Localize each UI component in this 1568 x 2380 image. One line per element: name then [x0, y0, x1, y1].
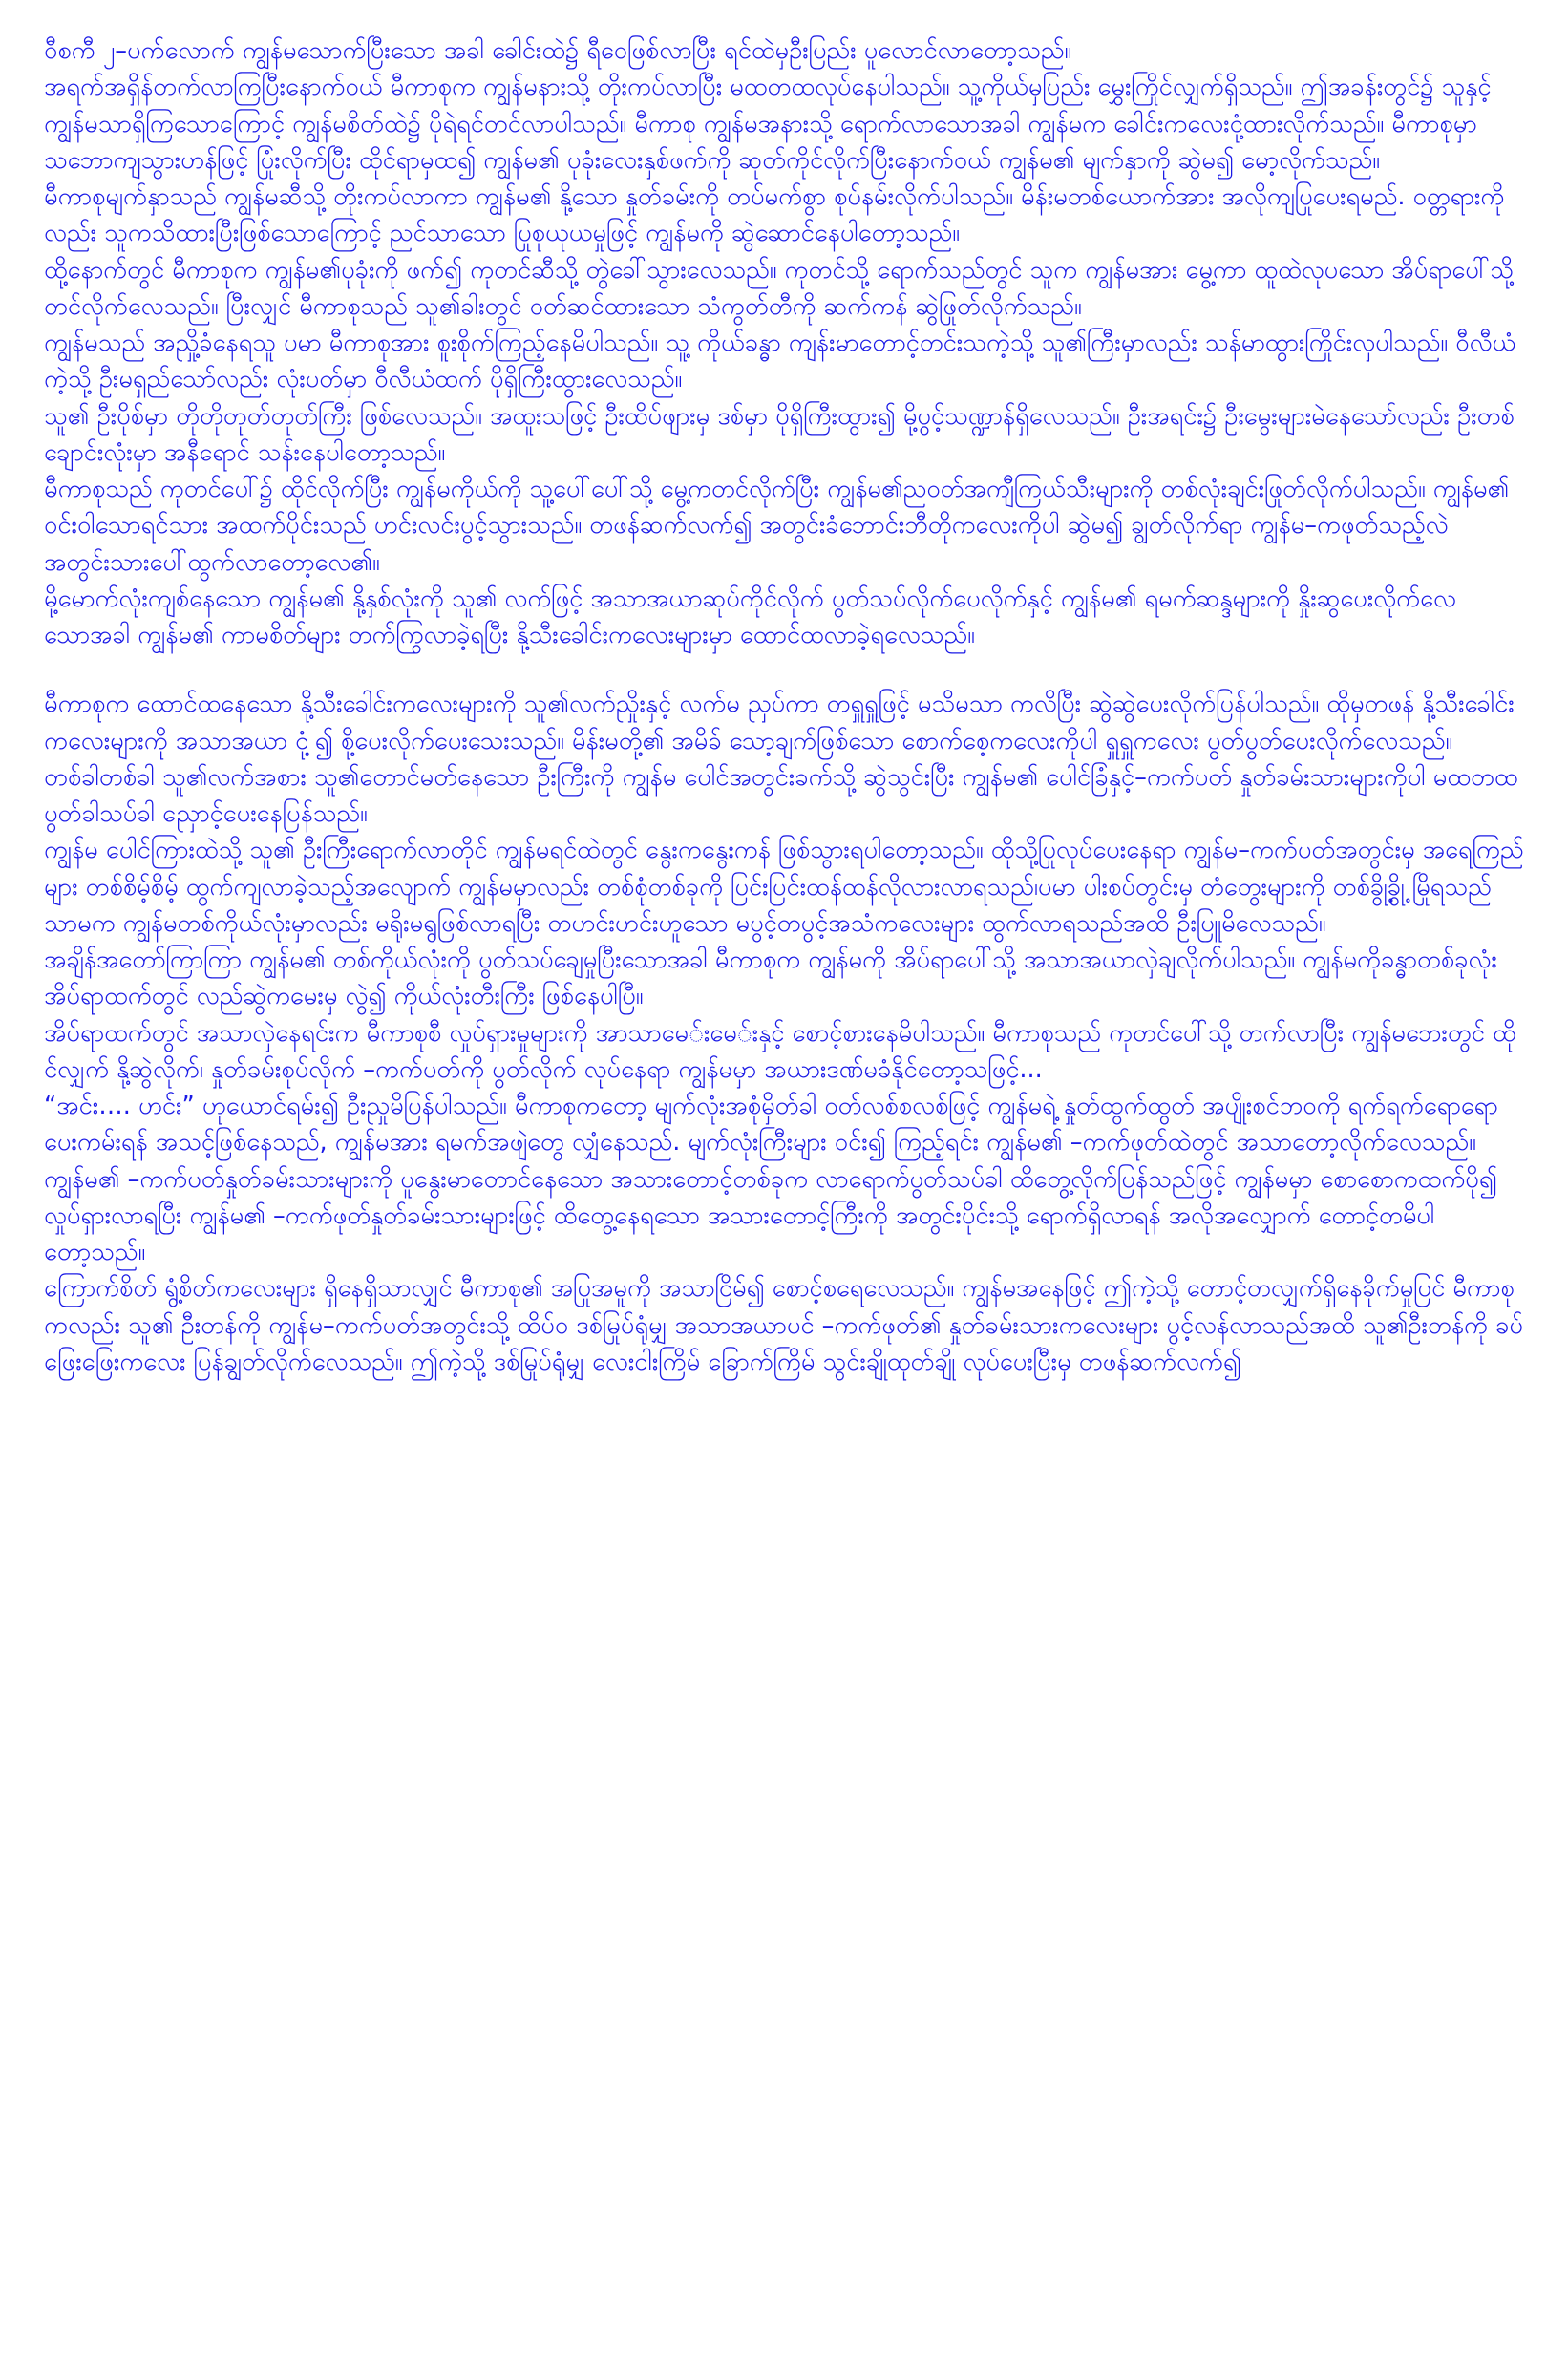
paragraph: “အင်း…. ဟင်း” ဟုယောင်ရမ်း၍ ဦးညှုမိပြန်ပါသည်။ မီကာစုကတော့ မျက်လုံးအစုံမှိတ်ခါ ဝတ်လစ်စလစ်ဖြင့် ကျွန်မရဲ့ နှုတ်ထွက်ထွတ် အပျိုးစင်ဘဝကို ရက်ရက်ရောရော ပေးကမ်းရန် အသင့်ဖြစ်နေသည်, ကျွန်မအား ရမက်အဖျဲတွေ လျှံနေသည်. မျက်လုံးကြီးများ ဝင်း၍ ကြည့်ရင်း ကျွန်မ၏ –ကက်ဖုတ်ထဲတွင် အသာတော့လိုက်လေသည်။ ကျွန်မ၏ –ကက်ပတ်နှုတ်ခမ်းသားများကို ပူနွေးမာတောင်နေသော အသားတောင့်တစ်ခုက လာရောက်ပွတ်သပ်ခါ ထိတွေ့လိုက်ပြန်သည်ဖြင့် ကျွန်မမှာ စောစောကထက်ပို၍ လှုပ်ရှားလာရပြီး ကျွန်မ၏ –ကက်ဖုတ်နှုတ်ခမ်းသားများဖြင့် ထိတွေ့နေရသော အသားတောင့်ကြီးကို အတွင်းပိုင်းသို့ ရောက်ရှိလာရန် အလိုအလျှောက် တောင့်တမိပါတော့သည်။ [44, 1092, 1506, 1266]
paragraph-spacer [44, 653, 1524, 686]
paragraph: ကျွန်မ ပေါင်ကြားထဲသို့ သူ၏ ဦးကြီးရောက်လာတိုင် ကျွန်မရင်ထဲတွင် နွေးကနွေးကန် ဖြစ်သွားရပါတော့သည်။ ထိုသို့ပြုလုပ်ပေးနေရာ ကျွန်မ–ကက်ပတ်အတွင်းမှ အရေကြည်များ တစ်စိမ့်စိမ့် ထွက်ကျလာခဲ့သည့်အလျောက် ကျွန်မမှာလည်း တစ်စုံတစ်ခုကို ပြင်းပြင်းထန်ထန်လိုလားလာရသည်၊ပမာ ပါးစပ်တွင်းမှ တံတွေးများကို တစ်ခွို့ခွို့ မြိုရသည်သာမက ကျွန်မတစ်ကိုယ်လုံးမှာလည်း မရိုးမရွဖြစ်လာရပြီး တဟင်းဟင်းဟူသော မပွင့်တပွင့်အသံကလေးများ ထွက်လာရသည်အထိ ဦးပြူမိလေသည်။ [44, 836, 1524, 938]
paragraph: မို့မောက်လုံးကျစ်နေသော ကျွန်မ၏ နို့နှစ်လုံးကို သူ၏ လက်ဖြင့် အသာအယာဆုပ်ကိုင်လိုက် ပွတ်သပ်လိုက်ပေလိုက်နှင့် ကျွန်မ၏ ရမက်ဆန္ဒများကို နှိုးဆွပေးလိုက်လေသောအခါ ကျွန်မ၏ ကာမစိတ်များ တက်ကြွလာခဲ့ရပြီး နို့သီးခေါင်းကလေးများမှာ ထောင်ထလာခဲ့ရလေသည်။ [44, 584, 1456, 649]
paragraph: အချိန်အတော်ကြာကြာ ကျွန်မ၏ တစ်ကိုယ်လုံးကို ပွတ်သပ်ချေမှုပြီးသောအခါ မီကာစုက ကျွန်မကို အိပ်ရာပေါ်သို့ အသာအယာလှဲချလိုက်ပါသည်။ ကျွန်မကိုခန္ဓာတစ်ခုလုံး အိပ်ရာထက်တွင် လည်ဆွဲကမေးမှ လွဲ၍ ကိုယ်လုံးတီးကြီး ဖြစ်နေပါပြီ။ [44, 946, 1505, 1011]
paragraph: ထို့နောက်တွင် မီကာစုက ကျွန်မ၏ပုခုံးကို ဖက်၍ ကုတင်ဆီသို့ တွဲခေါ်သွားလေသည်။ ကုတင်သို့ ရောက်သည်တွင် သူက ကျွန်မအား မွေ့ကာ ထူထဲလုပသော အိပ်ရာပေါ်သို့တင်လိုက်လေသည်။ ပြီးလျှင် မီကာစုသည် သူ၏ခါးတွင် ဝတ်ဆင်ထားသော သံကွတ်တီကို ဆက်ကန် ဆွဲဖြုတ်လိုက်သည်။ [44, 255, 1514, 321]
paragraph: အိပ်ရာထက်တွင် အသာလှဲနေရင်းက မီကာစုစီ လှုပ်ရှားမှုများကို အာသာမေ်းမေ်းနှင့် စောင့်စားနေမိပါသည်။ မီကာစုသည် ကုတင်ပေါ်သို့ တက်လာပြီး ကျွန်မဘေးတွင် ထိုင်လျှက် နို့ဆွဲလိုက်၊ နှုတ်ခမ်းစုပ်လိုက် –ကက်ပတ်ကို ပွတ်လိုက် လုပ်နေရာ ကျွန်မမှာ အယားဒဏ်မခံနိုင်တော့သဖြင့်... [44, 1018, 1516, 1084]
paragraph: ကြောက်စိတ် ရွံ့စိတ်ကလေးများ ရှိနေရှိသာလျှင် မီကာစု၏ အပြုအမူကို အသာငြိမ်၍ စောင့်စရေလေသည်။ ကျွန်မအနေဖြင့် ဤကဲ့သို့ တောင့်တလျှက်ရှိနေခိုက်မှုပြင် မီကာစုကလည်း သူ၏ ဦးတန်ကို ကျွန်မ–ကက်ပတ်အတွင်းသို့ ထိပ်ဝ ဒစ်မြုပ်ရုံမျှ အသာအယာပင် –ကက်ဖုတ်၏ နှုတ်ခမ်းသားကလေးများ ပွင့်လန်လာသည်အထိ သူ၏ဦးတန်ကို ခပ်ဖြေးဖြေးကလေး ပြန်ချွတ်လိုက်လေသည်။ ဤကဲ့သို့ ဒစ်မြုပ်ရုံမျှ လေးငါးကြိမ် ခြောက်ကြိမ် သွင်းချိုထုတ်ချို လုပ်ပေးပြီးမှ တဖန်ဆက်လက်၍ [44, 1274, 1523, 1376]
paragraph: မီကာစုက ထောင်ထနေသော နို့သီးခေါင်းကလေးများကို သူ၏လက်ညှိုးနှင့် လက်မ ညှပ်ကာ တရှူရှူဖြင့် မသိမသာ ကလိပြီး ဆွဲဆွဲပေးလိုက်ပြန်ပါသည်။ ထိုမှတဖန် နို့သီးခေါင်းကလေးများကို အသာအယာ ငုံ့၍ စို့ပေးလိုက်ပေးသေးသည်။ မိန်းမတို့၏ အမိခ် သော့ချက်ဖြစ်သော စောက်စေ့ကလေးကိုပါ ရှူရှူကလေး ပွတ်ပွတ်ပေးလိုက်လေသည်။ [44, 690, 1515, 755]
paragraph: မီကာစုမျက်နှာသည် ကျွန်မဆီသို့ တိုးကပ်လာကာ ကျွန်မ၏ နို့သော နှုတ်ခမ်းကို တပ်မက်စွာ စုပ်နမ်းလိုက်ပါသည်။ မိန်းမတစ်ယောက်အား အလိုကျပြုပေးရမည်. ဝတ္တရားကိုလည်း သူကသိထားပြီးဖြစ်သောကြောင့် ညင်သာသော ပြုစုယုယမှုဖြင့် ကျွန်မကို ဆွဲဆောင်နေပါတော့သည်။ [44, 182, 1505, 248]
document-body [44, 32, 1524, 1380]
paragraph: အရက်အရှိန်တက်လာကြပြီးနောက်ဝယ် မီကာစုက ကျွန်မနားသို့ တိုးကပ်လာပြီး မထတထလုပ်နေပါသည်။ သူ့ကိုယ်မှပြည်း မွှေးကြိုင်လျှက်ရှိသည်။ ဤအခန်းတွင်၌ သူနှင့်ကျွန်မသာရှိကြသောကြောင့် ကျွန်မစိတ်ထဲ၌ ပိုရဲရင်တင်လာပါသည်။ မီကာစု ကျွန်မအနားသို့ ရောက်လာသောအခါ ကျွန်မက ခေါင်းကလေးငုံ့ထားလိုက်သည်။ မီကာစုမှာ သဘောကျသွားဟန်ဖြင့် ပြုံးလိုက်ပြီး ထိုင်ရာမှထ၍ ကျွန်မ၏ ပုခုံးလေးနှစ်ဖက်ကို ဆုတ်ကိုင်လိုက်ပြီးနောက်ဝယ် ကျွန်မ၏ မျက်နှာကို ဆွဲမ၍ မော့လိုက်သည်။ [44, 73, 1492, 175]
paragraph: သူ၏ ဦးပိုစ်မှာ တိုတိုတုတ်တုတ်ကြီး ဖြစ်လေသည်။ အထူးသဖြင့် ဦးထိပ်ဖျားမှ ဒစ်မှာ ပိုရှိကြီးထွား၍ မို့ပွင့်သဏ္ဍာန်ရှိလေသည်။ ဦးအရင်း၌ ဦးမွေးများမဲနေသော်လည်း ဦးတစ်ချောင်းလုံးမှာ အနီရောင် သန်းနေပါတော့သည်။ [44, 401, 1515, 467]
paragraph: ဝီစကီ ၂–ပက်လောက် ကျွန်မသောက်ပြီးသော အခါ ခေါင်းထဲ၌ ရီဝေဖြစ်လာပြီး ရင်ထဲမှဦးပြည်း ပူလောင်လာတော့သည်။ [44, 36, 1072, 65]
paragraph: တစ်ခါတစ်ခါ သူ၏လက်အစား သူ၏တောင်မတ်နေသော ဦးကြီးကို ကျွန်မ ပေါင်အတွင်းခက်သို့ ဆွဲသွင်းပြီး ကျွန်မ၏ ပေါင်ခြံနှင့်–ကက်ပတ် နှုတ်ခမ်းသားများကိုပါ မထတထ ပွတ်ခါသပ်ခါ ညှောင့်ပေးနေပြန်သည်။ [44, 762, 1526, 828]
paragraph: မီကာစုသည် ကုတင်ပေါ်၌ ထိုင်လိုက်ပြီး ကျွန်မကိုယ်ကို သူ့ပေါ်ပေါ်သို့ မွေ့ကတင်လိုက်ပြီး ကျွန်မ၏ညဝတ်အကျီကြယ်သီးများကို တစ်လုံးချင်းဖြုတ်လိုက်ပါသည်။ ကျွန်မ၏ ဝင်းဝါသောရင်သား အထက်ပိုင်းသည် ဟင်းလင်းပွင့်သွားသည်။ တဖန်ဆက်လက်၍ အတွင်းခံဘောင်းဘီတိုကလေးကိုပါ ဆွဲမ၍ ချွတ်လိုက်ရာ ကျွန်မ–ကဖုတ်သည့်လဲ အတွင်းသားပေါ်ထွက်လာတော့လေ၏။ [44, 475, 1517, 577]
paragraph: ကျွန်မသည် အညှို့ခံနေရသူ ပမာ မီကာစုအား စူးစိုက်ကြည့်နေမိပါသည်။ သူ့ ကိုယ်ခန္ဓာ ကျန်းမာတောင့်တင်းသကဲ့သို့ သူ၏ကြီးမှာလည်း သန်မာထွားကြိုင်းလှပါသည်။ ဝီလီယံကဲ့သို့ ဦးမရှည်သော်လည်း လုံးပတ်မှာ ဝီလီယံထက် ပိုရှိကြီးထွားလေသည်။ [44, 329, 1516, 394]
